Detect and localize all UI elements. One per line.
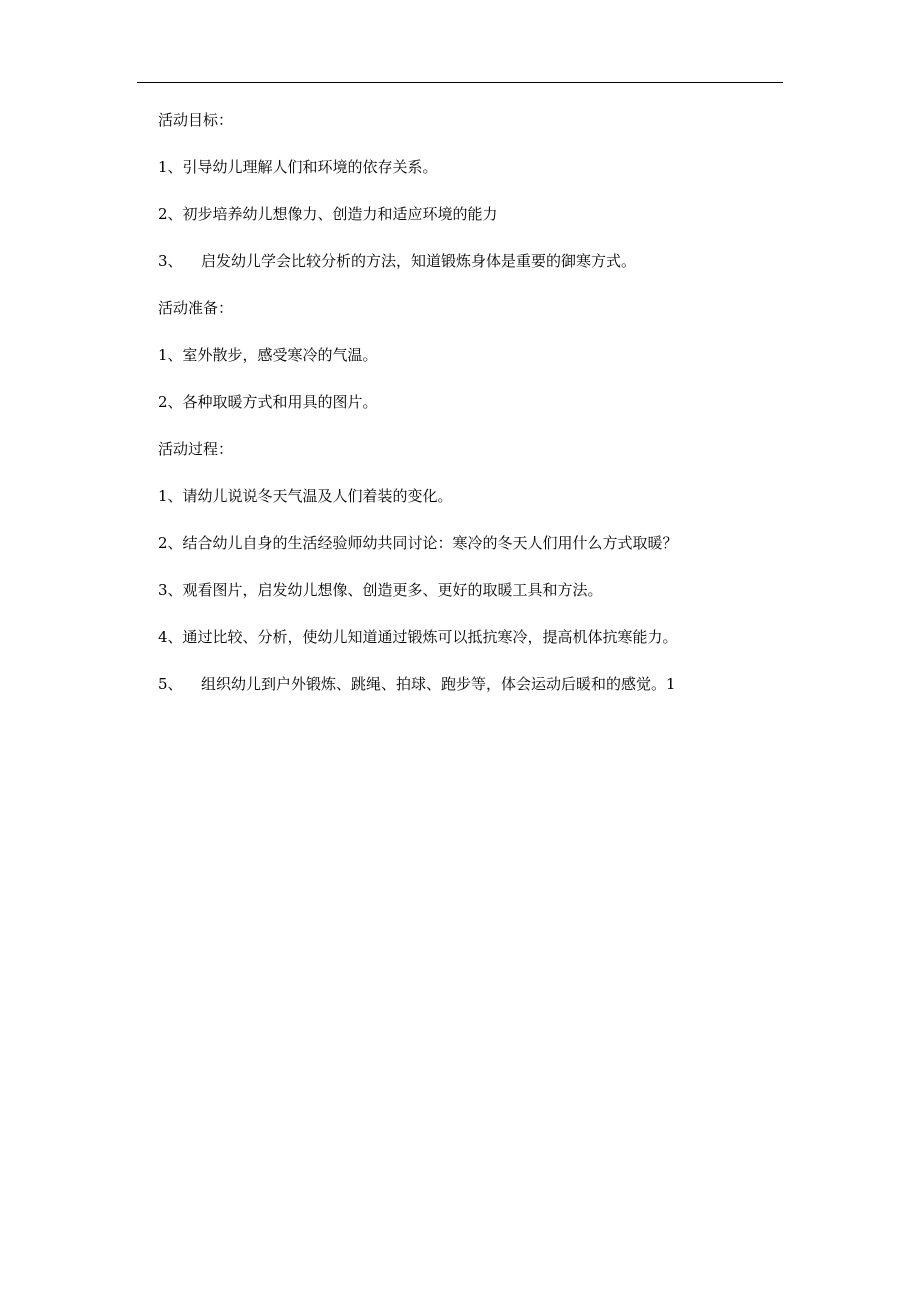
document-body <box>158 110 778 721</box>
section-heading-preparation: 活动准备： <box>158 299 234 317</box>
process-item-4: 4、通过比较、分析，使幼儿知道通过锻炼可以抵抗寒冷，提高机体抗寒能力。 <box>158 628 678 646</box>
item-number: 5、 <box>158 675 183 693</box>
preparation-item-1: 1、室外散步，感受寒冷的气温。 <box>158 346 378 364</box>
process-item-5: 5、 组织幼儿到户外锻炼、跳绳、拍球、跑步等，体会运动后暖和的感觉。1 <box>158 675 676 693</box>
goal-item-3: 3、 启发幼儿学会比较分析的方法，知道锻炼身体是重要的御寒方式。 <box>158 252 637 270</box>
process-item-3: 3、观看图片，启发幼儿想像、创造更多、更好的取暖工具和方法。 <box>158 581 603 599</box>
section-heading-goals: 活动目标： <box>158 111 234 129</box>
process-item-2: 2、结合幼儿自身的生活经验师幼共同讨论：寒冷的冬天人们用什么方式取暖？ <box>158 534 678 552</box>
item-number: 3、 <box>158 252 183 270</box>
preparation-item-2: 2、各种取暖方式和用具的图片。 <box>158 393 378 411</box>
goal-item-1: 1、引导幼儿理解人们和环境的依存关系。 <box>158 158 438 176</box>
section-heading-process: 活动过程： <box>158 440 234 458</box>
process-item-1: 1、请幼儿说说冬天气温及人们着装的变化。 <box>158 487 453 505</box>
header-rule <box>137 82 783 83</box>
goal-item-2: 2、初步培养幼儿想像力、创造力和适应环境的能力 <box>158 205 498 223</box>
